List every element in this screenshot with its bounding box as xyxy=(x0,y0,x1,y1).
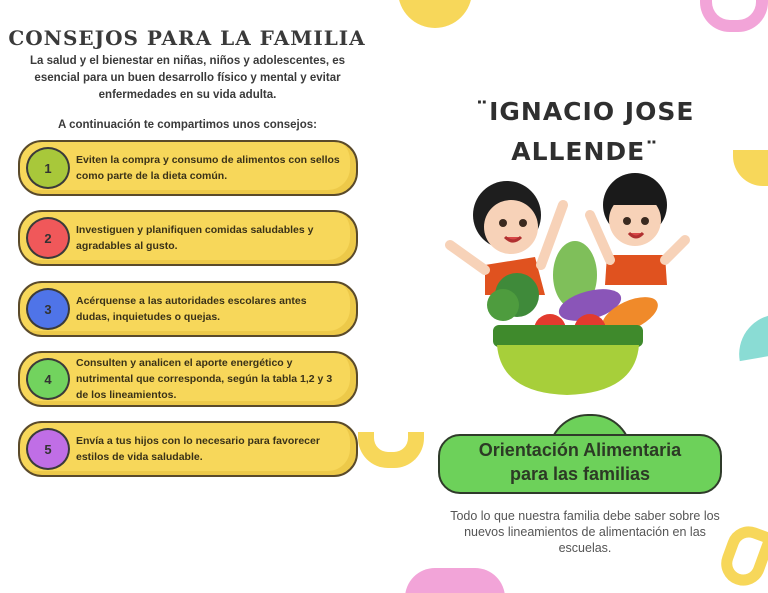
tip-card-2 xyxy=(18,210,358,266)
tip-text: Eviten la compra y consumo de alimentos con sellos como parte de la dieta común. xyxy=(76,154,340,182)
yellow-blob-top xyxy=(398,0,472,28)
tips-title: CONSEJOS PARA LA FAMILIA xyxy=(8,26,366,50)
tip-text: Consulten y analicen el aporte energético y nutrimental que corresponda, según la tabla 1,2 y 3 de los lineamientos. xyxy=(76,357,333,401)
tip-number-badge: 5 xyxy=(26,428,70,470)
tip-text: Investiguen y planifiquen comidas saludables y agradables al gusto. xyxy=(76,224,314,252)
tip-card-1 xyxy=(18,140,358,196)
teal-shape-right xyxy=(733,315,768,361)
intro-paragraph: La salud y el bienestar en niñas, niños y adolescentes, es esencial para un buen desarrollo físico y mental y evitar enfermedades en su vida adulta. xyxy=(29,55,346,101)
subtitle: Todo lo que nuestra familia debe saber sobre los nuevos lineamientos de alimentación en las escuelas. xyxy=(450,509,720,555)
tip-text: Envía a tus hijos con lo necesario para favorecer estilos de vida saludable. xyxy=(76,435,320,463)
children-vegetable-bowl-illustration xyxy=(445,165,690,397)
tip-number-badge: 1 xyxy=(26,147,70,189)
tip-number-badge: 4 xyxy=(26,358,70,400)
tip-card-4 xyxy=(18,351,358,407)
tip-number-badge: 2 xyxy=(26,217,70,259)
yellow-squiggle-bottom xyxy=(715,520,768,591)
tip-card-3 xyxy=(18,281,358,337)
tip-text: Acérquense a las autoridades escolares antes dudas, inquietudes o quejas. xyxy=(76,295,307,323)
tip-card-5 xyxy=(18,421,358,477)
tips-lead: A continuación te compartimos unos consejos: xyxy=(58,119,317,131)
pink-cloud-bottom xyxy=(405,568,505,593)
tip-number-badge: 3 xyxy=(26,288,70,330)
yellow-hook-right xyxy=(733,150,768,186)
pink-squiggle-top xyxy=(700,0,768,32)
banner-title: Orientación Alimentaria para las familias xyxy=(478,440,682,484)
school-name: ¨IGNACIO JOSE ALLENDE¨ xyxy=(475,97,695,166)
